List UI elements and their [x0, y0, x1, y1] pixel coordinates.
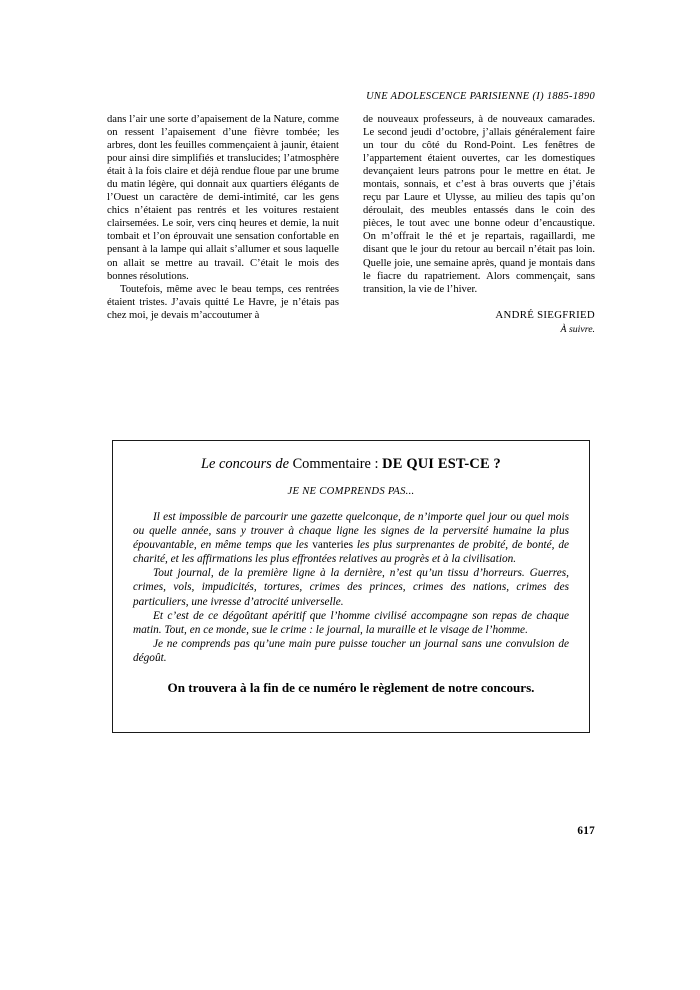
- paragraph: Toutefois, même avec le beau temps, ces rentrées étaient tristes. J’avais quitté Le Havre, je n’étais pas chez moi, je devais m’accoutumer à: [107, 283, 339, 321]
- competition-footer: On trouvera à la fin de ce numéro le règlement de notre concours.: [167, 680, 535, 696]
- article-columns: [107, 113, 595, 336]
- paragraph: dans l’air une sorte d’apaisement de la Nature, comme on ressent l’apaisement d’une fièvre tombée; les arbres, dont les feuilles commençaient à jaunir, étaient pour ainsi dire simplifiés et translucides; l’atmosphère était à la fois claire et déjà rendue floue par une brume du matin légère, qui donnait aux quartiers élégants de l’Ouest un caractère de demi-intimité, car les gens chics n’étaient pas rentrés et les voitures restaient clairsemées. Le soir, vers cinq heures et demie, la nuit tombait et l’on éprouvait une sensation confortable en pensant à la lampe qui allait s’allumer et sous laquelle on allait se mettre au travail. C’était le mois des bonnes résolutions.: [107, 114, 339, 282]
- competition-box: [112, 440, 590, 733]
- quote-paragraph: Je ne comprends pas qu’une main pure puisse toucher un journal sans une convulsion de dégoût.: [133, 637, 569, 664]
- quote-paragraph: Et c’est de ce dégoûtant apéritif que l’homme civilisé accompagne son repas de chaque matin. Tout, en ce monde, sue le crime : le journal, la muraille et le visage de l’homme.: [133, 609, 569, 636]
- left-text-column: [107, 113, 339, 336]
- competition-quote: [129, 510, 573, 665]
- quote-paragraph: Tout journal, de la première ligne à la dernière, n’est qu’un tissu d’horreurs. Guerres, crimes, vols, impudicités, tortures, crimes des princes, crimes des nations, crimes des particuliers, une ivresse d’atrocité universelle.: [133, 567, 569, 608]
- competition-box-inner: [113, 441, 589, 696]
- author-name: ANDRÉ SIEGFRIED: [495, 308, 595, 321]
- page-number: 617: [577, 825, 595, 837]
- competition-title-bold: DE QUI EST-CE ?: [382, 456, 501, 472]
- quote-text-roman: vanteries: [312, 539, 354, 552]
- continuation-note: À suivre.: [560, 323, 595, 335]
- running-head: UNE ADOLESCENCE PARISIENNE (I) 1885-1890: [366, 91, 595, 102]
- quote-paragraph: [133, 510, 569, 566]
- quote-text-before: Il est impossible de parcourir une gazette quelconque, de n’importe quel jour ou quel mois ou quelle année, sans y trouver à chaque ligne les signes de la perversité humaine la plus épouvantable, en même temps que les: [133, 511, 569, 552]
- quote-text-after: les plus surprenantes de probité, de bonté, de charité, et les affirmations les plus effrontées relatives au progrès et à la civilisation.: [133, 539, 570, 566]
- competition-title-roman: Commentaire :: [292, 456, 379, 472]
- right-text-column: [363, 113, 595, 336]
- competition-subtitle: JE NE COMPRENDS PAS...: [287, 486, 415, 497]
- competition-title-italic: Le concours de: [201, 456, 289, 472]
- paragraph: de nouveaux professeurs, à de nouveaux camarades. Le second jeudi d’octobre, j’allais généralement faire un tour du côté du Rond-Point. Les fenêtres de l’appartement étaient ouvertes, car les domestiques devançaient leurs patrons pour le mettre en état. Je montais, sonnais, et c’est à bras ouverts que j’étais reçu par Laure et Ulysse, au milieu des tapis qu’on déroulait, des meubles entassés dans le coin des pièces, le tout avec une bonne odeur d’encaustique. On m’offrait le thé et je repartais, ragaillardi, me disant que le jour du retour au bercail n’était pas loin. Quelle joie, une semaine après, quand je montais dans le fiacre du rapatriement. Alors commençait, sans transition, la vie de l’hiver.: [363, 114, 595, 295]
- author-signature: [363, 309, 595, 336]
- competition-title: [129, 455, 573, 473]
